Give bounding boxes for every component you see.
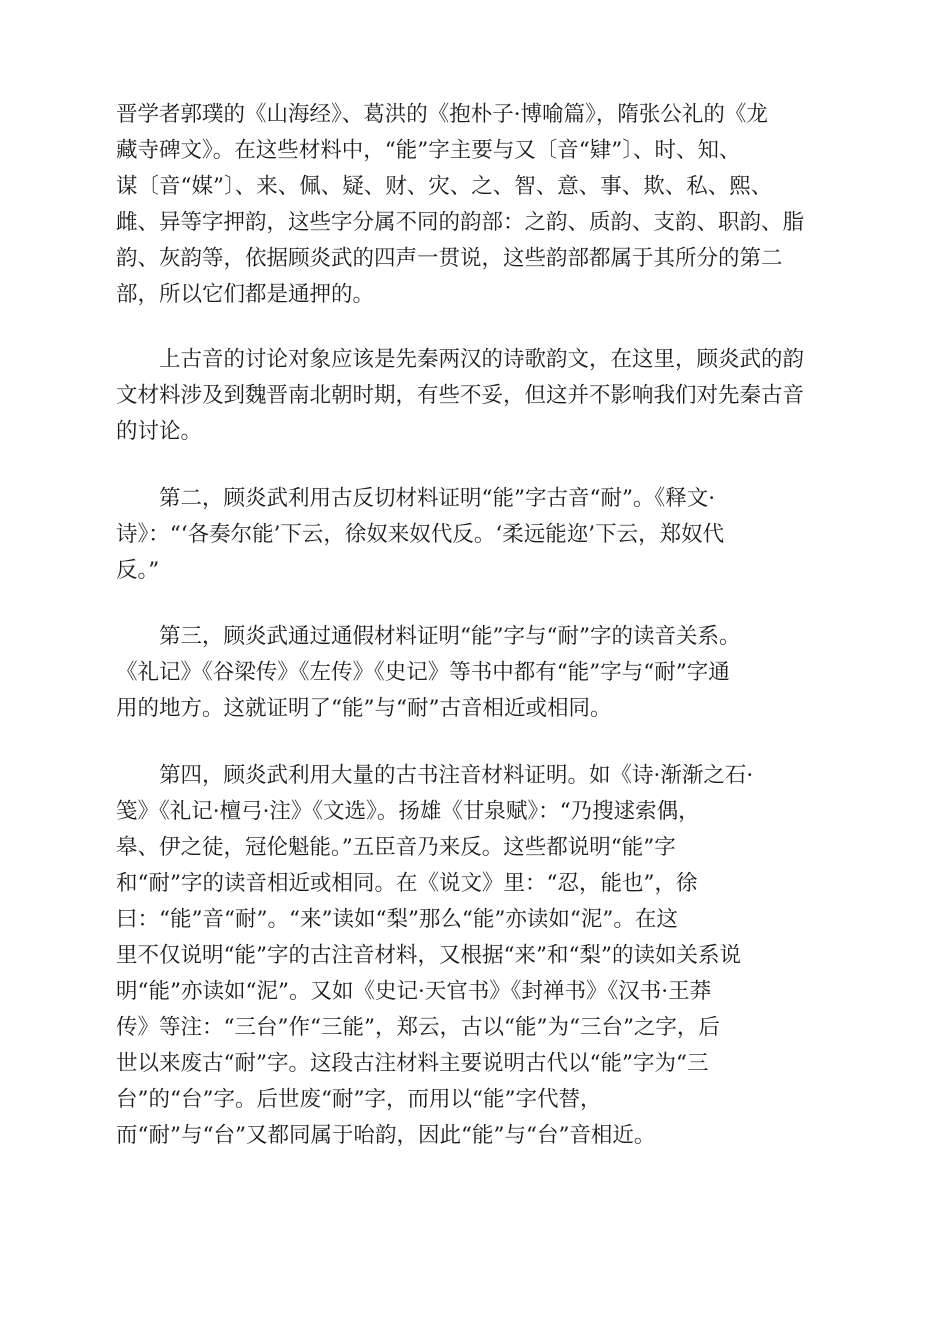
text-line: 明“能”亦读如“泥”。又如《史记·天官书》《封禅书》《汉书·王莽 (116, 979, 712, 1004)
text-line: 台”的“台”字。后世废“耐”字，而用以“能”字代替， (116, 1087, 602, 1112)
text-line: 文材料涉及到魏晋南北朝时期，有些不妥，但这并不影响我们对先秦古音 (116, 383, 805, 408)
text-line: 谋〔音“媒”〕、来、佩、疑、财、灾、之、智、意、事、欺、私、熙、 (116, 174, 773, 199)
text-line: 里不仅说明“能”字的古注音材料，又根据“来”和“梨”的读如关系说 (116, 943, 741, 968)
text-line: 第三，顾炎武通过通假材料证明“能”字与“耐”字的读音关系。 (159, 624, 741, 649)
text-line: 的讨论。 (116, 419, 203, 444)
text-line: 和“耐”字的读音相近或相同。在《说文》里：“忍，能也”，徐 (116, 871, 698, 896)
text-line: 皋、伊之徒，冠伦魁能。”五臣音乃来反。这些都说明“能”字 (116, 835, 676, 860)
text-line: 上古音的讨论对象应该是先秦两汉的诗歌韵文，在这里，顾炎武的韵 (159, 347, 805, 372)
text-line: 韵、灰韵等，依据顾炎武的四声一贯说，这些韵部都属于其所分的第二 (116, 246, 783, 271)
text-line: 雌、异等字押韵，这些字分属不同的韵部：之韵、质韵、支韵、职韵、脂 (116, 210, 805, 235)
text-line: 曰：“能”音“耐”。“来”读如“梨”那么“能”亦读如“泥”。在这 (116, 907, 678, 932)
text-line: 反。” (116, 558, 160, 583)
text-line: 传》等注：“三台”作“三能”，郑云，古以“能”为“三台”之字，后 (116, 1015, 720, 1040)
text-line: 世以来废古“耐”字。这段古注材料主要说明古代以“能”字为“三 (116, 1051, 709, 1076)
text-line: 笺》《礼记·檀弓·注》《文选》。扬雄《甘泉赋》：“乃搜逑索偶， (116, 799, 700, 824)
text-line: 用的地方。这就证明了“能”与“耐”古音相近或相同。 (116, 696, 612, 721)
text-line: 诗》：“‘各奏尔能’下云，徐奴来奴代反。‘柔远能迩’下云，郑奴代 (116, 522, 725, 547)
text-line: 而“耐”与“台”又都同属于咍韵，因此“能”与“台”音相近。 (116, 1123, 656, 1148)
text-line: 第二，顾炎武利用古反切材料证明“能”字古音“耐”。《释文· (159, 486, 716, 511)
text-line: 藏寺碑文》。在这些材料中，“能”字主要与又〔音“肄”〕、时、知、 (116, 138, 741, 163)
text-line: 第四，顾炎武利用大量的古书注音材料证明。如《诗·渐渐之石· (159, 763, 754, 788)
text-line: 晋学者郭璞的《山海经》、葛洪的《抱朴子·博喻篇》，隋张公礼的《龙 (116, 102, 768, 127)
text-line: 《礼记》《谷梁传》《左传》《史记》等书中都有“能”字与“耐”字通 (116, 660, 730, 685)
text-line: 部，所以它们都是通押的。 (116, 282, 375, 307)
